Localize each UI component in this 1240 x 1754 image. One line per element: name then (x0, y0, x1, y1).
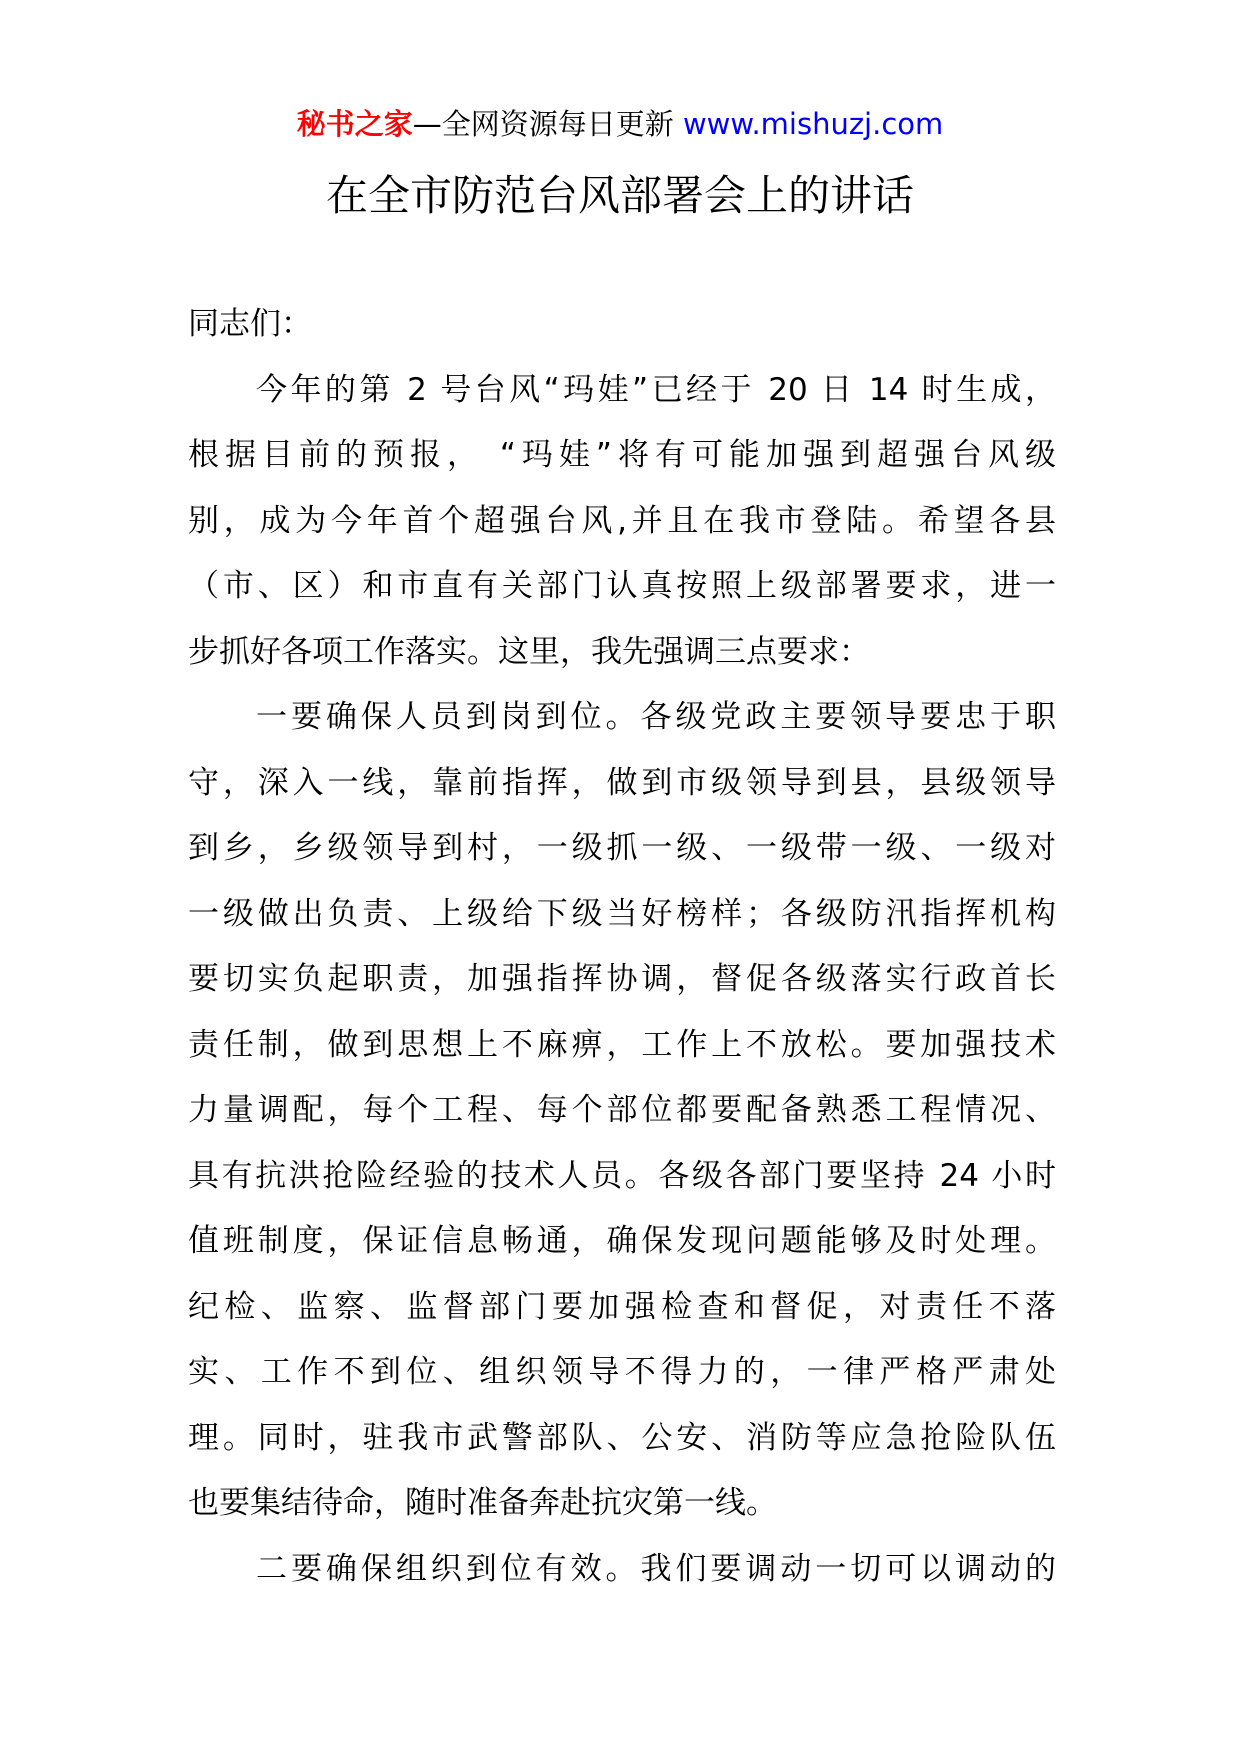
body-line: 同志们： (188, 306, 312, 342)
body-line: 根据目前的预报， “玛娃”将有可能加强到超强台风级 (188, 437, 1056, 473)
body-line: 纪检、监察、监督部门要加强检查和督促，对责任不落 (188, 1288, 1056, 1325)
site-header (0, 102, 1240, 146)
document-title: 在全市防范台风部署会上的讲话 (325, 171, 914, 220)
body-line: 理。同时，驻我市武警部队、公安、消防等应急抢险队伍 (188, 1419, 1056, 1456)
body-line: 别，成为今年首个超强台风,并且在我市登陆。希望各县 (188, 502, 1056, 539)
body-line: 今年的第 2 号台风“玛娃”已经于 20 日 14 时生成， (256, 371, 1056, 408)
site-tagline: —全网资源每日更新 (412, 107, 674, 141)
site-brand: 秘书之家 (296, 107, 413, 141)
body-line: 也要集结待命，随时准备奔赴抗灾第一线。 (188, 1485, 777, 1521)
body-line: 一级做出负责、上级给下级当好榜样；各级防汛指挥机构 (188, 895, 1056, 932)
site-url-link[interactable]: www.mishuzj.com (682, 107, 944, 141)
body-line: 二要确保组织到位有效。我们要调动一切可以调动的 (256, 1550, 1056, 1587)
body-line: 到乡，乡级领导到村，一级抓一级、一级带一级、一级对 (188, 830, 1056, 866)
body-line: 步抓好各项工作落实。这里，我先强调三点要求： (188, 633, 870, 670)
body-line: 实、工作不到位、组织领导不得力的，一律严格严肃处 (188, 1354, 1056, 1390)
body-line: （市、区）和市直有关部门认真按照上级部署要求，进一 (188, 568, 1056, 604)
body-line: 具有抗洪抢险经验的技术人员。各级各部门要坚持 24 小时 (188, 1157, 1056, 1194)
body-line: 责任制，做到思想上不麻痹，工作上不放松。要加强技术 (188, 1026, 1056, 1063)
document-body (188, 292, 1056, 1602)
body-line: 值班制度，保证信息畅通，确保发现问题能够及时处理。 (188, 1223, 1056, 1259)
body-line: 一要确保人员到岗到位。各级党政主要领导要忠于职 (256, 699, 1056, 735)
body-line: 守，深入一线，靠前指挥，做到市级领导到县，县级领导 (188, 764, 1056, 801)
body-line: 要切实负起职责，加强指挥协调，督促各级落实行政首长 (188, 961, 1056, 997)
body-line: 力量调配，每个工程、每个部位都要配备熟悉工程情况、 (188, 1092, 1056, 1128)
